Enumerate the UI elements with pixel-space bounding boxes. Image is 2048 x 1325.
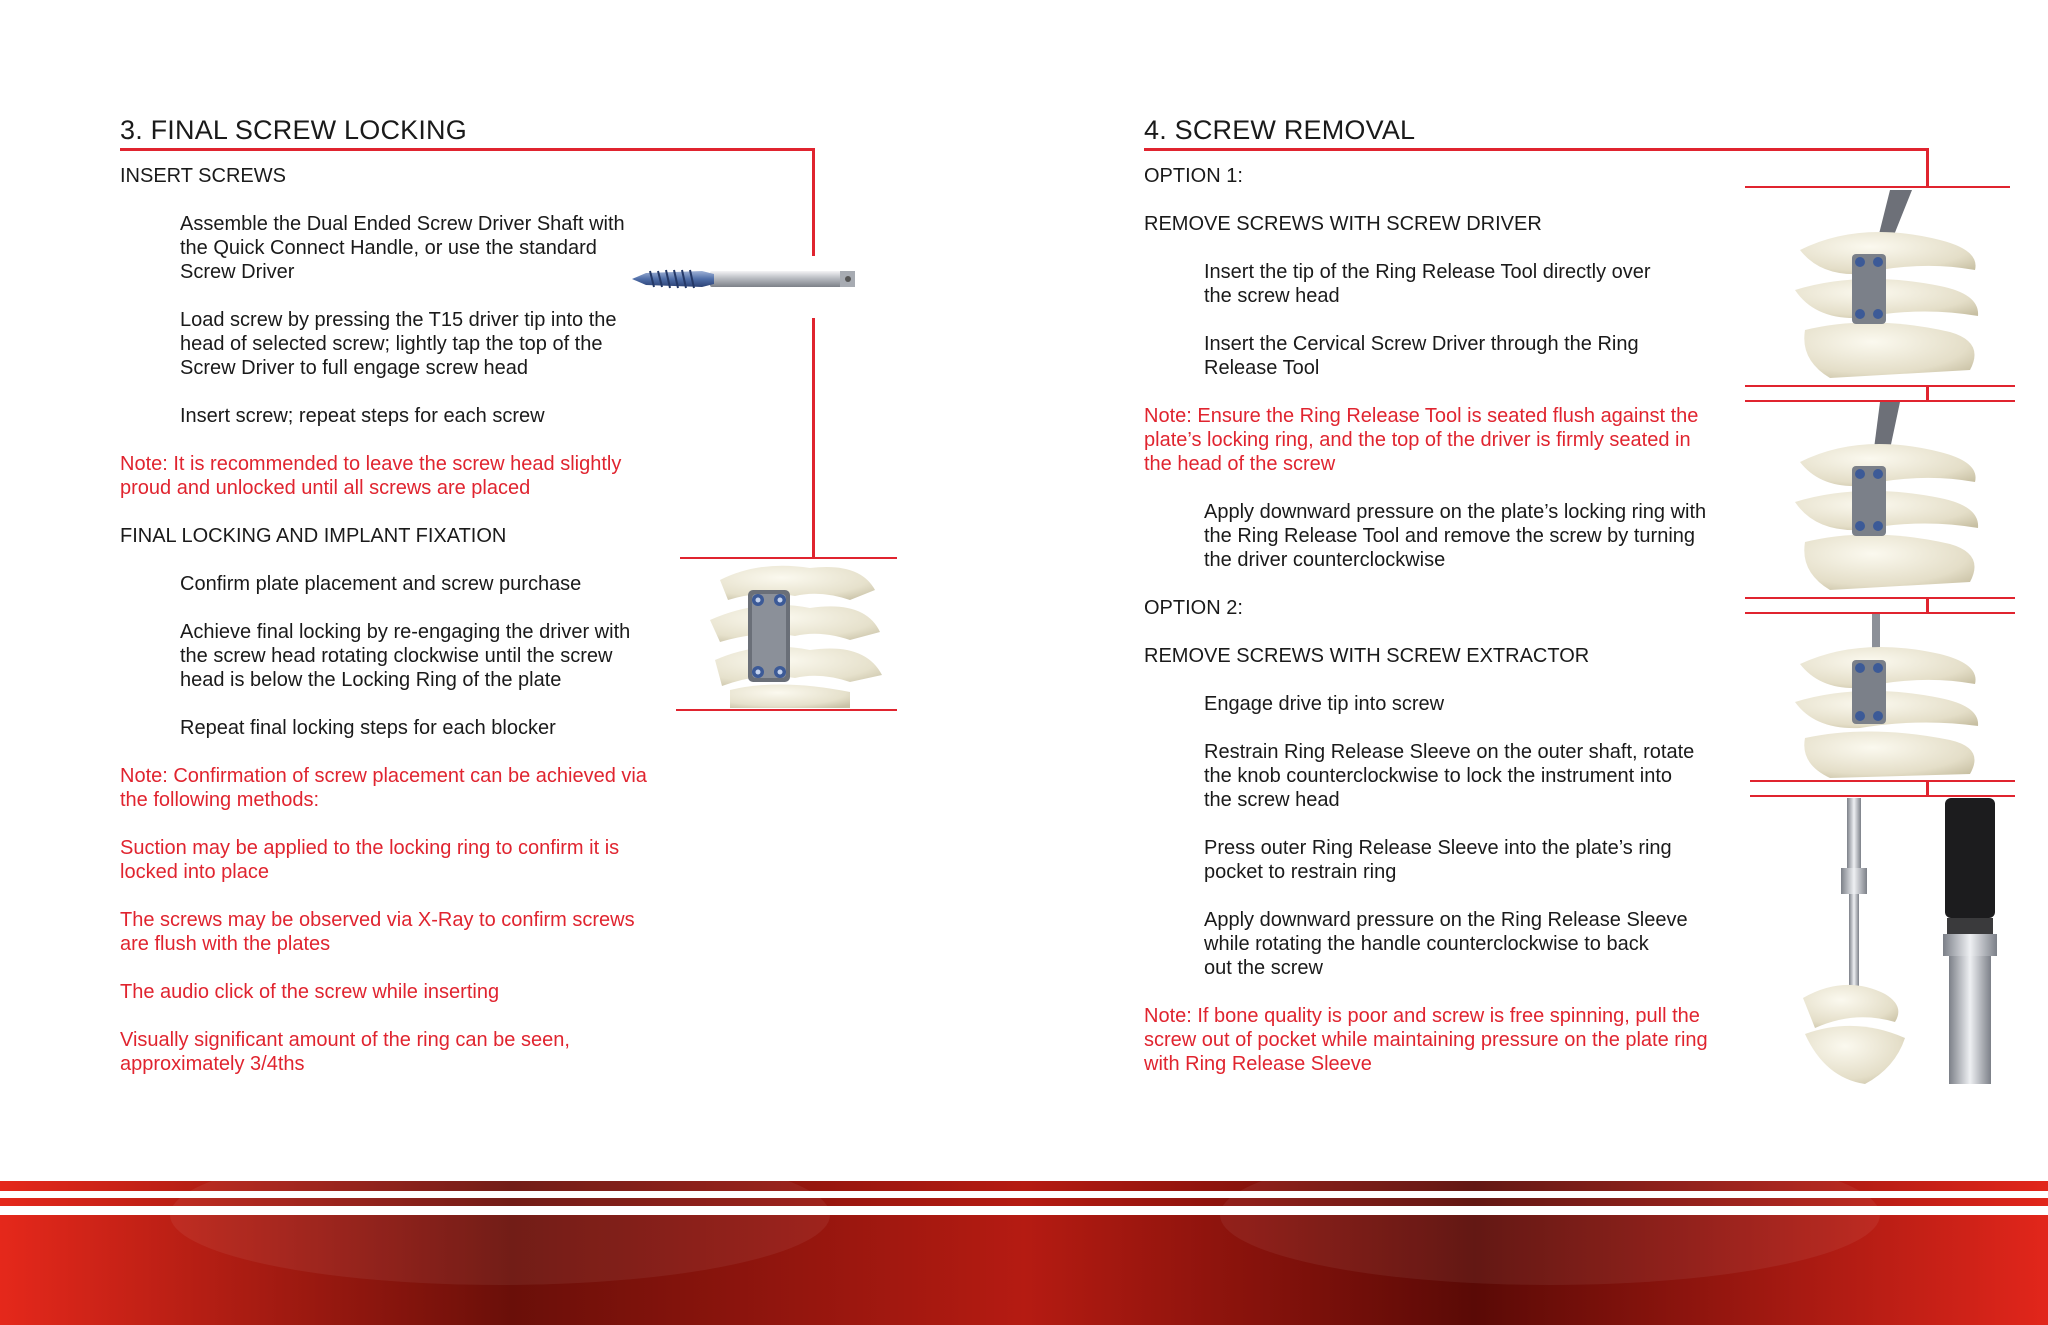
screw-extractor-vertebra-image (1790, 614, 1990, 778)
note-text: are flush with the plates (120, 933, 331, 955)
step-text: Apply downward pressure on the plate’s locking ring with (1204, 501, 1707, 523)
image-frame-line (1745, 385, 2015, 387)
image-frame-line (1745, 597, 2015, 599)
step-text: Confirm plate placement and screw purchase (180, 573, 582, 595)
subheading-remove-with-driver: REMOVE SCREWS WITH SCREW DRIVER (1144, 213, 1542, 235)
screw-driver-vertebra-image (1790, 402, 1990, 594)
image-frame-line (1750, 780, 2015, 782)
screw-driver-shaft-image (630, 262, 875, 302)
note-text: with Ring Release Sleeve (1144, 1053, 1372, 1075)
step-text: Assemble the Dual Ended Screw Driver Shaft with (180, 213, 625, 235)
step-text: out the screw (1204, 957, 1323, 979)
step-text: the knob counterclockwise to lock the instrument into (1204, 765, 1673, 787)
step-text: pocket to restrain ring (1204, 861, 1397, 883)
callout-line-vertical (1926, 385, 1929, 402)
note-text: Note: Ensure the Ring Release Tool is seated flush against the (1144, 405, 1699, 427)
step-text: Screw Driver to full engage screw head (180, 357, 528, 379)
step-text: the Quick Connect Handle, or use the standard (180, 237, 597, 259)
step-text: the screw head rotating clockwise until the screw (180, 645, 613, 667)
note-text: locked into place (120, 861, 269, 883)
note-text: proud and unlocked until all screws are placed (120, 477, 531, 499)
subheading-insert-screws: INSERT SCREWS (120, 165, 286, 187)
footer-decoration (0, 1175, 2048, 1325)
section-title-screw-removal: 4. SCREW REMOVAL (1144, 115, 1416, 145)
note-text: Note: If bone quality is poor and screw is free spinning, pull the (1144, 1005, 1700, 1027)
callout-line-vertical (812, 318, 815, 558)
step-text: head is below the Locking Ring of the plate (180, 669, 562, 691)
step-text: the screw head (1204, 285, 1340, 307)
callout-line-vertical (1926, 597, 1929, 614)
option-label: OPTION 1: (1144, 165, 1243, 187)
step-text: Engage drive tip into screw (1204, 693, 1445, 715)
note-text: Suction may be applied to the locking ring to confirm it is (120, 837, 620, 859)
note-text: Note: Confirmation of screw placement can be achieved via (120, 765, 647, 787)
image-frame-line (1750, 795, 2015, 797)
step-text: Repeat final locking steps for each blocker (180, 717, 556, 739)
step-text: Insert screw; repeat steps for each screw (180, 405, 545, 427)
cervical-plate-vertebra-image (700, 560, 890, 708)
option-label: OPTION 2: (1144, 597, 1243, 619)
ring-release-tool-vertebra-image (1790, 190, 1990, 382)
image-frame-line (1745, 186, 2010, 188)
image-frame-line (680, 557, 897, 559)
note-text: the following methods: (120, 789, 320, 811)
note-text: the head of the screw (1144, 453, 1336, 475)
step-text: the Ring Release Tool and remove the screw by turning (1204, 525, 1696, 547)
step-text: the screw head (1204, 789, 1340, 811)
note-text: screw out of pocket while maintaining pressure on the plate ring (1144, 1029, 1708, 1051)
subheading-final-locking: FINAL LOCKING AND IMPLANT FIXATION (120, 525, 507, 547)
note-text: Visually significant amount of the ring can be seen, (120, 1029, 570, 1051)
step-text: the driver counterclockwise (1204, 549, 1446, 571)
step-text: Press outer Ring Release Sleeve into the plate’s ring (1204, 837, 1672, 859)
step-text: Restrain Ring Release Sleeve on the outer shaft, rotate (1204, 741, 1695, 763)
callout-line-vertical (1926, 148, 1929, 188)
step-text: head of selected screw; lightly tap the top of the (180, 333, 603, 355)
step-text: Apply downward pressure on the Ring Release Sleeve (1204, 909, 1688, 931)
note-text: plate’s locking ring, and the top of the driver is firmly seated in (1144, 429, 1691, 451)
step-text: Insert the tip of the Ring Release Tool directly over (1204, 261, 1651, 283)
title-underline (120, 148, 814, 151)
step-text: Release Tool (1204, 357, 1320, 379)
step-text: Insert the Cervical Screw Driver through the Ring (1204, 333, 1639, 355)
note-text: Note: It is recommended to leave the screw head slightly (120, 453, 622, 475)
step-text: Achieve final locking by re-engaging the driver with (180, 621, 631, 643)
subheading-remove-with-extractor: REMOVE SCREWS WITH SCREW EXTRACTOR (1144, 645, 1590, 667)
step-text: Screw Driver (180, 261, 295, 283)
note-text: The audio click of the screw while inserting (120, 981, 500, 1003)
screw-extractor-instrument-image (1795, 798, 2015, 1088)
image-frame-line (676, 709, 897, 711)
section-title-final-screw-locking: 3. FINAL SCREW LOCKING (120, 115, 467, 145)
callout-line-vertical (1926, 780, 1929, 797)
step-text: while rotating the handle counterclockwise to back (1204, 933, 1649, 955)
note-text: approximately 3/4ths (120, 1053, 305, 1075)
callout-line-vertical (812, 148, 815, 256)
step-text: Load screw by pressing the T15 driver tip into the (180, 309, 617, 331)
note-text: The screws may be observed via X-Ray to confirm screws (120, 909, 635, 931)
title-underline (1144, 148, 1929, 151)
